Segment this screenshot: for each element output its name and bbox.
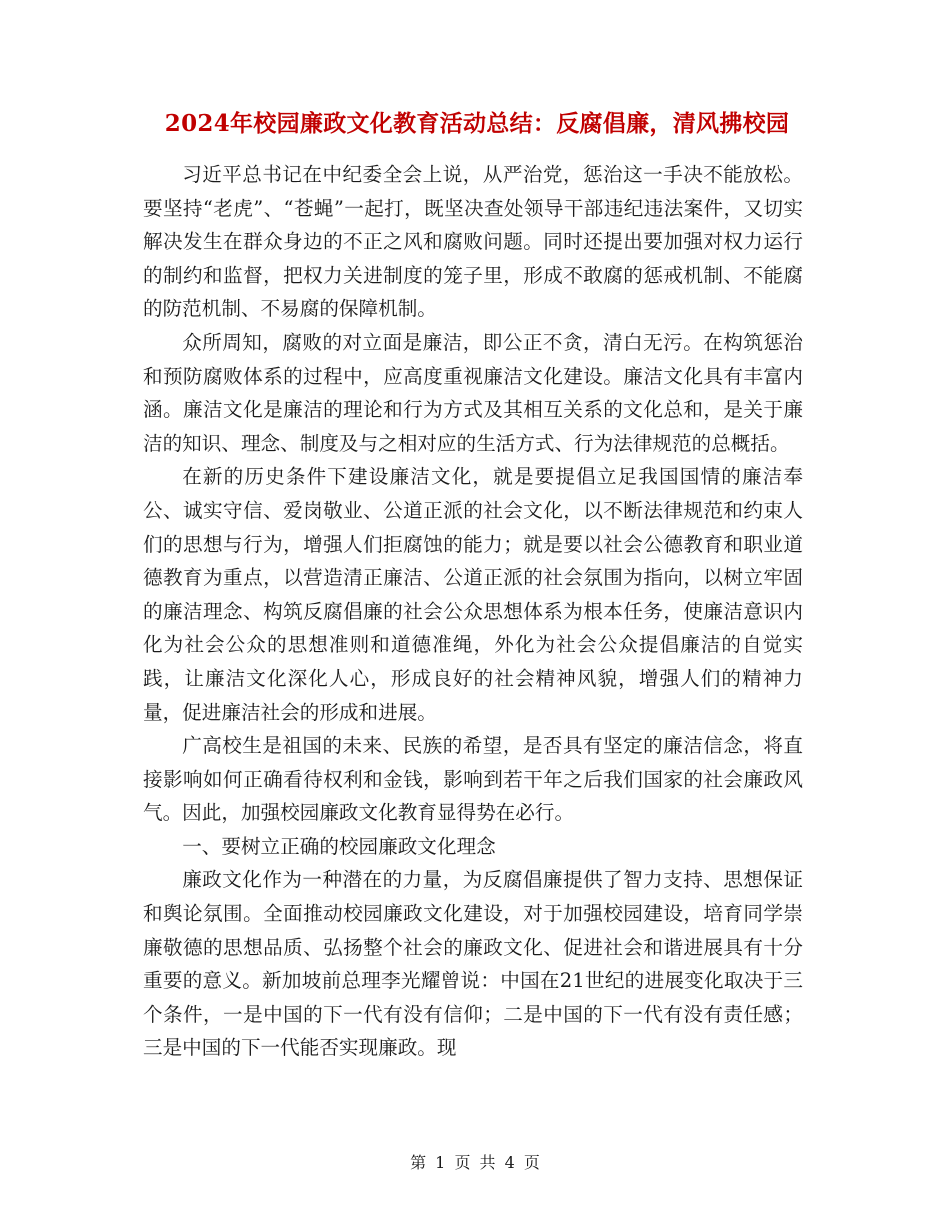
paragraph-5: 廉政文化作为一种潜在的力量，为反腐倡廉提供了智力支持、思想保证和舆论氛围。全面推动校园廉政文化建设，对于加强校园建设，培育同学崇廉敬德的思想品质、弘扬整个社会的廉政文化、促进社会和谐进展具有十分重要的意义。新加坡前总理李光耀曾说：中国在21世纪的进展变化取决于三个条件，一是中国的下一代有没有信仰；二是中国的下一代有没有责任感；三是中国的下一代能否实现廉政。现	[143, 868, 803, 1060]
paragraph-1: 习近平总书记在中纪委全会上说，从严治党，惩治这一手决不能放松。要坚持“老虎”、“苍蝇”一起打，既坚决查处领导干部违纪违法案件，又切实解决发生在群众身边的不正之风和腐败问题。同时还提出要加强对权力运行的制约和监督，把权力关进制度的笼子里，形成不敢腐的惩戒机制、不能腐的防范机制、不易腐的保障机制。	[143, 163, 803, 321]
document-title: 2024年校园廉政文化教育活动总结：反腐倡廉，清风拂校园	[164, 110, 790, 137]
paragraph-3: 在新的历史条件下建设廉洁文化，就是要提倡立足我国国情的廉洁奉公、诚实守信、爱岗敬业、公道正派的社会文化，以不断法律规范和约束人们的思想与行为，增强人们拒腐蚀的能力；就是要以社会公德教育和职业道德教育为重点，以营造清正廉洁、公道正派的社会氛围为指向，以树立牢固的廉洁理念、构筑反腐倡廉的社会公众思想体系为根本任务，使廉洁意识内化为社会公众的思想准则和道德准绳，外化为社会公众提倡廉洁的自觉实践，让廉洁文化深化人心，形成良好的社会精神风貌，增强人们的精神力量，促进廉洁社会的形成和进展。	[143, 465, 803, 724]
paragraph-2: 众所周知，腐败的对立面是廉洁，即公正不贪，清白无污。在构筑惩治和预防腐败体系的过程中，应高度重视廉洁文化建设。廉洁文化具有丰富内涵。廉洁文化是廉洁的理论和行为方式及其相互关系的文化总和，是关于廉洁的知识、理念、制度及与之相对应的生活方式、行为法律规范的总概括。	[143, 330, 803, 455]
paragraph-4: 广高校生是祖国的未来、民族的希望，是否具有坚定的廉洁信念，将直接影响如何正确看待权利和金钱，影响到若干年之后我们国家的社会廉政风气。因此，加强校园廉政文化教育显得势在必行。	[143, 734, 803, 825]
section-heading-1: 一、要树立正确的校园廉政文化理念	[182, 834, 496, 858]
document-body	[143, 158, 803, 1065]
page-footer: 第 1 页 共 4 页	[410, 1153, 540, 1172]
